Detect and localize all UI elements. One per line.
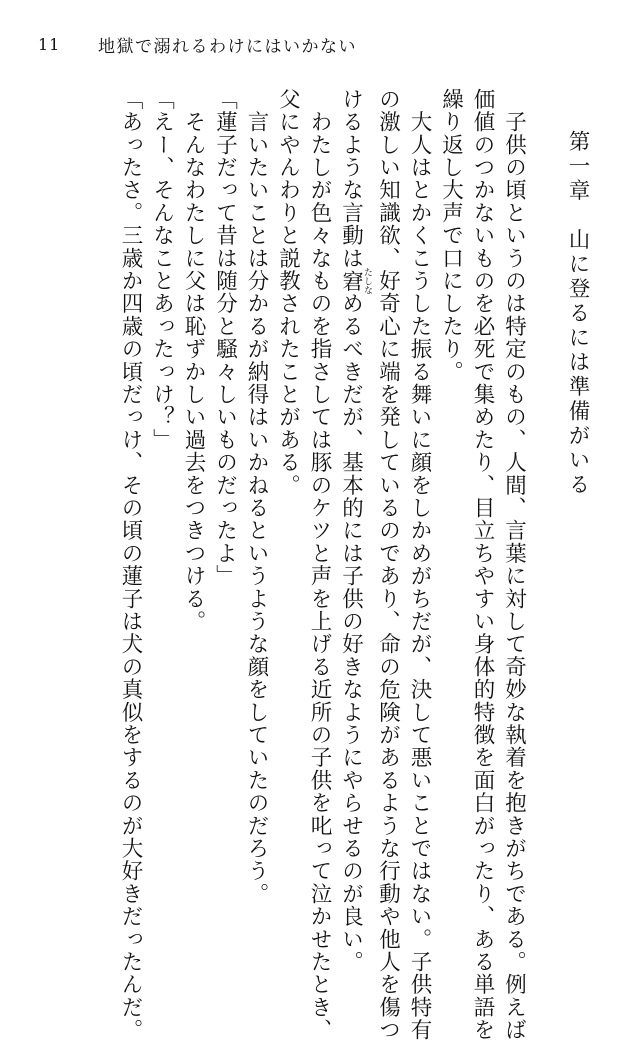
text-line-8: 父にやんわりと説教されたことがある。 [275,88,301,497]
text-line-12: 「えー、そんなことあったっけ？」 [149,88,175,452]
page-header [38,32,357,56]
ruby-reading: たしな [362,267,372,295]
text-line-10: 「蓮子だって昔は随分と騒々しいものだったよ」 [212,88,238,588]
vertical-text-body [33,88,593,1041]
text-line-3: 繰り返し大声で口にしたり。 [438,88,464,384]
running-title: 地獄で溺れるわけにはいかない [98,36,357,57]
text-line-11: そんなわたしに父は恥ずかしい過去をつきつける。 [181,88,206,633]
page-number: 11 [38,34,61,54]
text-line-9: 言いたいことは分かるが納得はいかねるというような顔をしていたのだろう。 [244,88,269,906]
text-line-6: けるような言動は窘たしなめるべきだが、基本的には子供の好きなようにやらせるのが良い。 [338,88,372,974]
text-line-13: 「あったさ。三歳か四歳の頃だっけ、その頃の蓮子は犬の真似をするのが大好きだったんだ。 [118,88,143,1041]
chapter-title: 第一章 山に登るには準備がいる [565,130,590,498]
text-line-7: わたしが色々なものを指さしては豚のケツと声を上げる近所の子供を叱って泣かせたとき、 [307,88,332,1041]
text-line-4: 大人はとかくこうした振る舞いに顔をしかめがちだが、決して悪いことではない。子供特有 [407,88,432,1041]
ruby-annotation: 窘たしな [338,267,372,295]
text-line-1: 子供の頃というのは特定のもの、人間、言葉に対して奇妙な執着を抱きがちである。例えば [501,88,527,1041]
text-line-2: 価値のつかないものを必死で集めたり、目立ちやすい身体的特徴を面白がったり、ある単語を [470,88,495,1041]
text-line-5: の激しい知識欲、好奇心に端を発しているのであり、命の危険があるような行動や他人を傷つ [375,88,401,1041]
